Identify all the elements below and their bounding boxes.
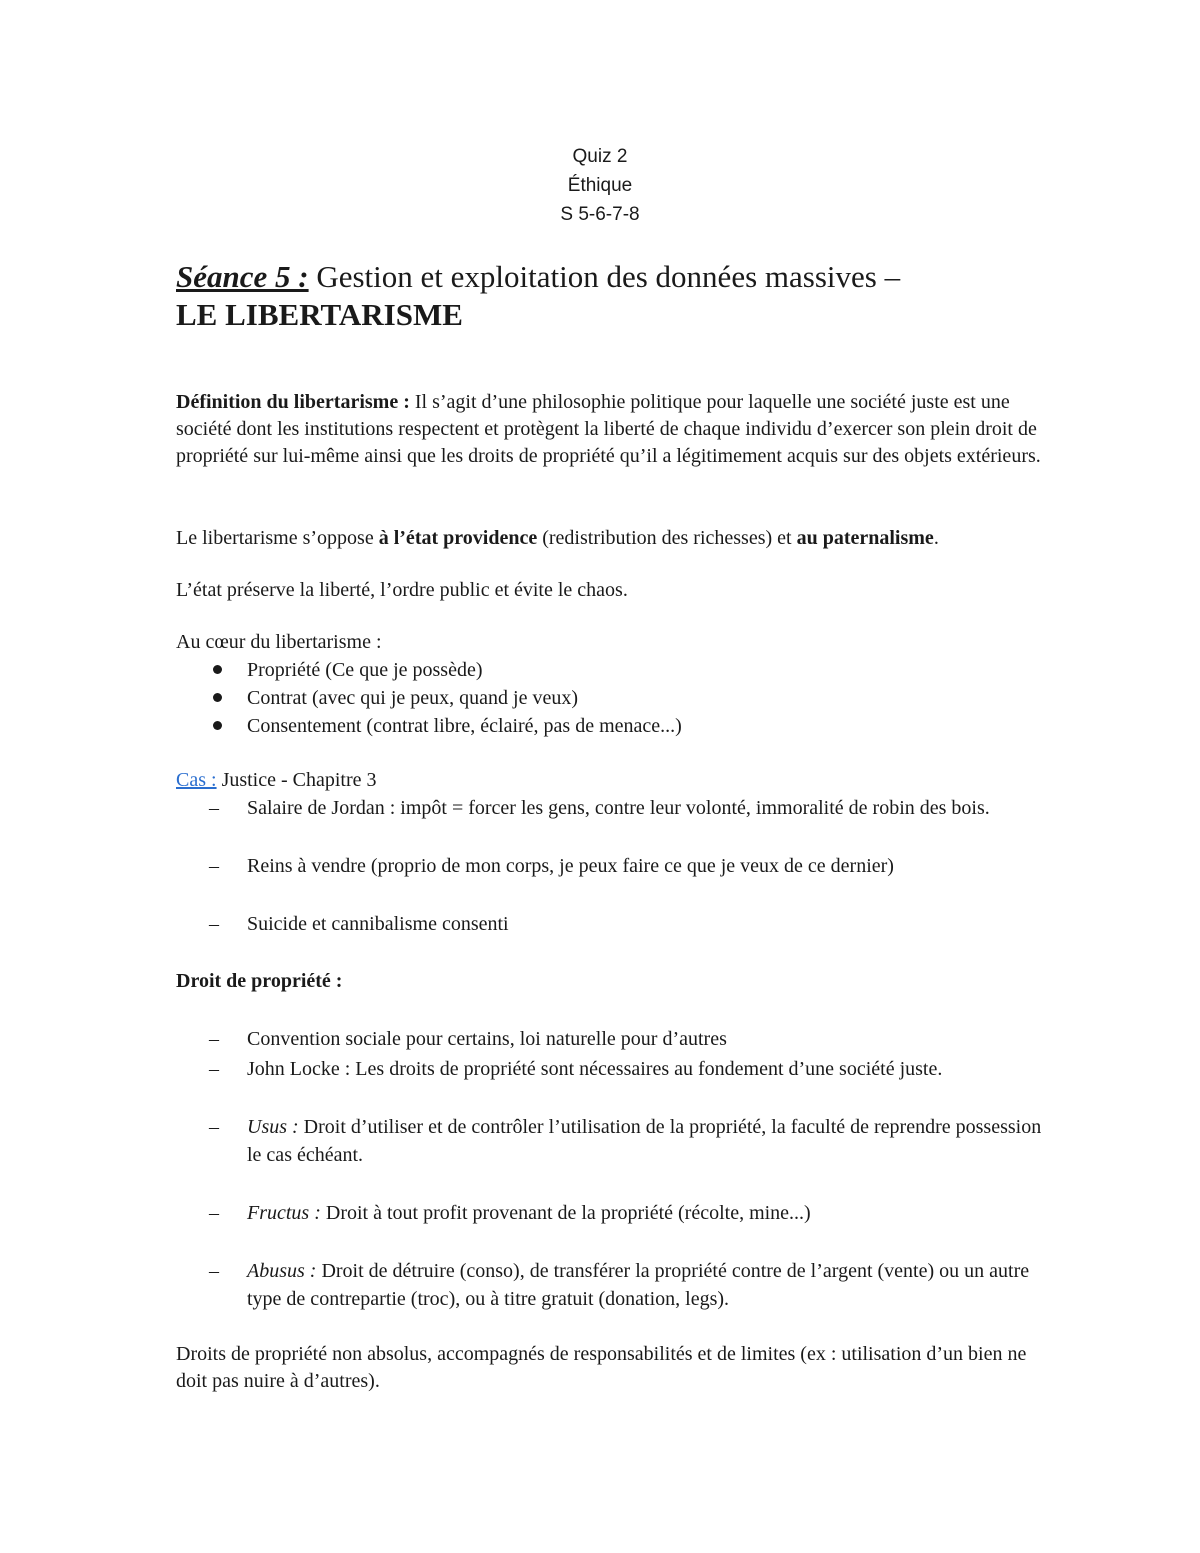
- list-item: [176, 910, 1056, 938]
- oppose-text-1: Le libertarisme s’oppose: [176, 527, 379, 549]
- list-item-text: Salaire de Jordan : impôt = forcer les gens, contre leur volonté, immoralité de robin des bois.: [247, 797, 990, 819]
- dash-icon: –: [209, 855, 219, 877]
- oppose-text-3: .: [933, 527, 939, 549]
- section-title-line2: LE LIBERTARISME: [176, 297, 463, 332]
- list-item: [176, 794, 1056, 822]
- term-abusus: Abusus :: [247, 1260, 317, 1282]
- oppose-paragraph: [176, 525, 1056, 552]
- dash-icon: –: [209, 1058, 219, 1080]
- list-item: [176, 684, 1056, 712]
- bullet-icon: [213, 665, 222, 674]
- dash-icon: –: [209, 1116, 219, 1138]
- list-item: [176, 656, 1056, 684]
- list-item: [176, 852, 1056, 880]
- state-paragraph: L’état préserve la liberté, l’ordre public et évite le chaos.: [176, 579, 628, 601]
- list-item: [176, 1025, 1056, 1053]
- droit-list: [176, 1025, 1056, 1313]
- term-text: Droit d’utiliser et de contrôler l’utilisation de la propriété, la faculté de reprendre possession le cas échéant.: [247, 1116, 1042, 1166]
- list-item-text: Contrat (avec qui je peux, quand je veux): [247, 687, 578, 709]
- list-item: [176, 1199, 1056, 1227]
- sessions-label: S 5-6-7-8: [560, 204, 640, 225]
- list-item-text: Suicide et cannibalisme consenti: [247, 913, 509, 935]
- list-item: [176, 1257, 1056, 1313]
- cas-text: Justice - Chapitre 3: [216, 769, 377, 791]
- dash-icon: –: [209, 1202, 219, 1224]
- list-item-text: Propriété (Ce que je possède): [247, 659, 483, 681]
- list-item: [176, 1113, 1056, 1169]
- dash-icon: –: [209, 913, 219, 935]
- dash-icon: –: [209, 797, 219, 819]
- subject-title: Éthique: [567, 175, 633, 196]
- oppose-bold-2: au paternalisme: [796, 527, 934, 549]
- oppose-text-2: (redistribution des richesses) et: [537, 527, 797, 549]
- term-text: Droit de détruire (conso), de transférer la propriété contre de l’argent (vente) ou un autre type de contrepartie (troc), ou à titre gratuit (donation, legs).: [247, 1260, 1030, 1310]
- core-list: [176, 656, 1056, 740]
- dash-icon: –: [209, 1260, 219, 1282]
- term-text: Droit à tout profit provenant de la propriété (récolte, mine...): [320, 1202, 811, 1224]
- quiz-title: Quiz 2: [572, 146, 628, 167]
- cas-heading: [176, 767, 1056, 794]
- document-header: [0, 142, 1200, 229]
- definition-text: Il s’agit d’une philosophie politique pour laquelle une société juste est une société dont les institutions respectent et protègent la liberté de chaque individu d’exercer son plein droit de propriété sur lui-même ainsi que les droits de propriété qu’il a légitimement acquis sur des objets extérieurs.: [176, 391, 1041, 467]
- document-body: [176, 258, 1056, 1395]
- oppose-bold-1: à l’état providence: [378, 527, 538, 549]
- list-item-text: Convention sociale pour certains, loi naturelle pour d’autres: [247, 1028, 727, 1050]
- list-item-text: Consentement (contrat libre, éclairé, pas de menace...): [247, 715, 682, 737]
- section-heading: [176, 258, 1056, 334]
- bullet-icon: [213, 721, 222, 730]
- cas-link[interactable]: Cas :: [176, 769, 217, 791]
- term-usus: Usus :: [247, 1116, 299, 1138]
- section-title: Gestion et exploitation des données massives –: [308, 259, 901, 294]
- dash-icon: –: [209, 1028, 219, 1050]
- cas-list: [176, 794, 1056, 938]
- list-item-text: Reins à vendre (proprio de mon corps, je peux faire ce que je veux de ce dernier): [247, 855, 894, 877]
- term-fructus: Fructus :: [247, 1202, 321, 1224]
- list-item: [176, 1055, 1056, 1083]
- section-lead: Séance 5 :: [176, 259, 309, 294]
- definition-label: Définition du libertarisme :: [176, 391, 410, 413]
- footer-paragraph: Droits de propriété non absolus, accompagnés de responsabilités et de limites (ex : utilisation d’un bien ne doit pas nuire à d’autres).: [176, 1343, 1027, 1392]
- bullet-icon: [213, 693, 222, 702]
- list-item-text: John Locke : Les droits de propriété sont nécessaires au fondement d’une société juste.: [247, 1058, 943, 1080]
- definition-paragraph: [176, 389, 1056, 470]
- core-intro: Au cœur du libertarisme :: [176, 631, 382, 653]
- list-item: [176, 712, 1056, 740]
- droit-heading: Droit de propriété :: [176, 970, 343, 992]
